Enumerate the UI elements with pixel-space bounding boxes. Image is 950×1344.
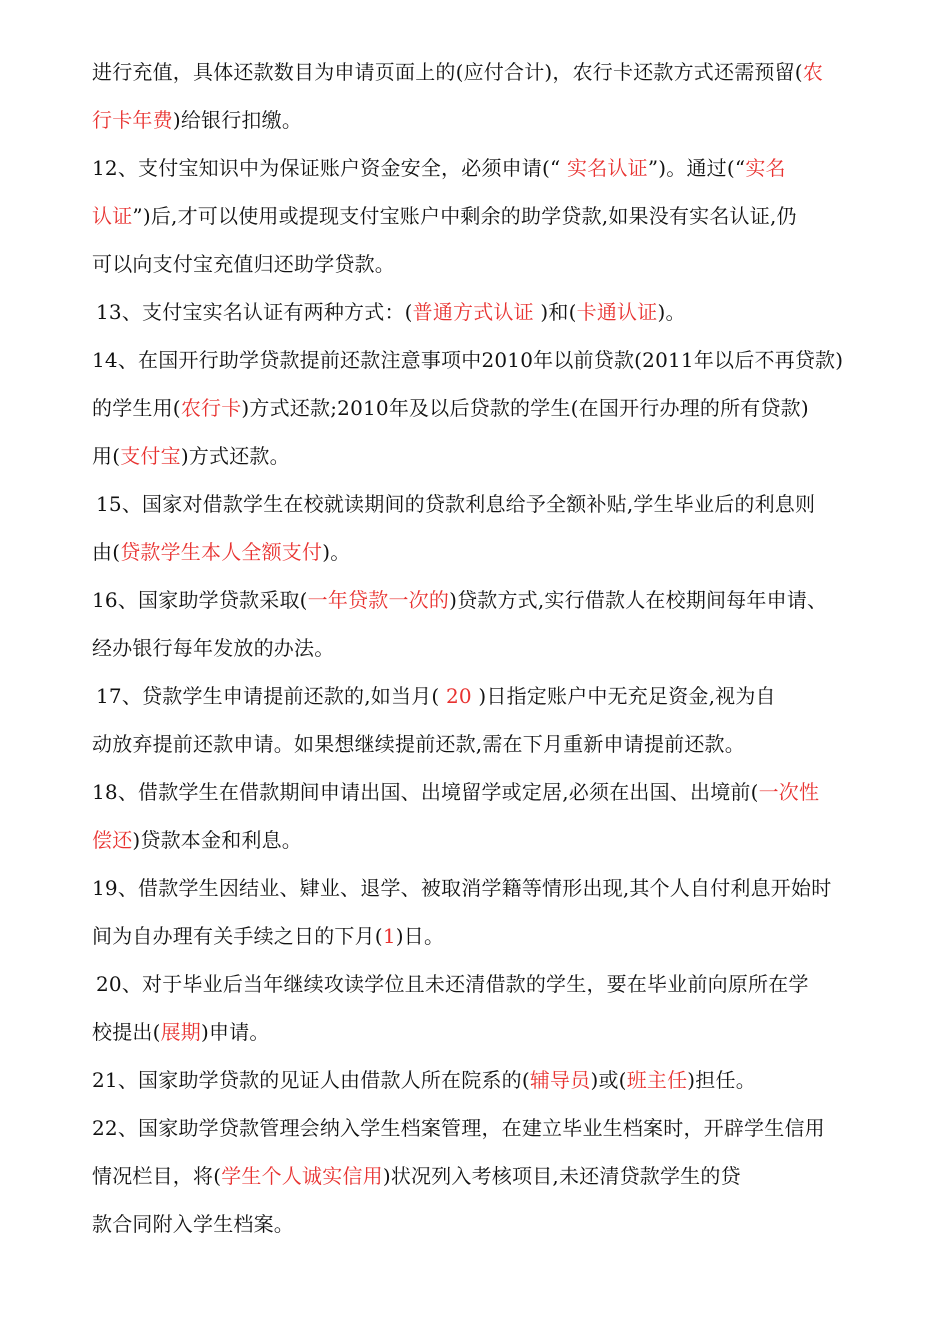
question-text: 15、国家对借款学生在校就读期间的贷款利息给予全额补贴,学生毕业后的利息则 — [96, 492, 816, 516]
text-line — [92, 346, 843, 374]
answer-text: 农行卡 — [180, 396, 242, 420]
question-text: 17、贷款学生申请提前还款的,如当月( — [96, 684, 446, 708]
question-text: 经办银行每年发放的办法。 — [92, 636, 335, 660]
question-text: )申请。 — [201, 1020, 270, 1044]
text-line — [92, 250, 395, 278]
text-line — [92, 826, 302, 854]
text-line — [92, 874, 831, 902]
text-line — [96, 970, 809, 998]
question-text: )贷款方式,实行借款人在校期间每年申请、 — [449, 588, 828, 612]
question-text: )日。 — [395, 924, 445, 948]
text-line — [92, 778, 819, 806]
answer-text: 实名认证 — [567, 156, 648, 180]
question-text: 间为自办理有关手续之日的下月( — [92, 924, 383, 948]
answer-text: 班主任 — [626, 1068, 688, 1092]
answer-text: 行卡年费 — [92, 108, 173, 132]
answer-text: 实名 — [745, 156, 786, 180]
question-text: )或( — [590, 1068, 627, 1092]
text-line — [92, 1162, 741, 1190]
question-text: 13、支付宝实名认证有两种方式：( — [96, 300, 413, 324]
answer-text: 20 — [445, 684, 472, 708]
question-text: )和( — [533, 300, 577, 324]
text-line — [92, 1114, 825, 1142]
question-text: 情况栏目，将( — [92, 1164, 222, 1188]
question-text: )贷款本金和利息。 — [132, 828, 303, 852]
text-line — [96, 298, 686, 326]
question-text: 用( — [92, 444, 121, 468]
answer-text: 支付宝 — [120, 444, 181, 468]
question-text: )日指定账户中无充足资金,视为自 — [471, 684, 776, 708]
question-text: )方式还款。 — [180, 444, 290, 468]
question-text: 可以向支付宝充值归还助学贷款。 — [92, 252, 395, 276]
text-line — [92, 1066, 756, 1094]
question-text: 的学生用( — [92, 396, 181, 420]
text-line — [92, 538, 350, 566]
answer-text: 卡通认证 — [576, 300, 658, 324]
question-text: 动放弃提前还款申请。如果想继续提前还款,需在下月重新申请提前还款。 — [92, 732, 745, 756]
text-line — [92, 1210, 294, 1238]
question-text: 14、在国开行助学贷款提前还款注意事项中2010年以前贷款(2011年以后不再贷款) — [92, 348, 844, 372]
question-text: )给银行扣缴。 — [172, 108, 303, 132]
question-text: 22、国家助学贷款管理会纳入学生档案管理，在建立毕业生档案时，开辟学生信用 — [92, 1116, 825, 1140]
answer-text: 农 — [802, 60, 824, 84]
text-line — [92, 730, 745, 758]
question-text: 18、借款学生在借款期间申请出国、出境留学或定居,必须在出国、出境前( — [92, 780, 759, 804]
answer-text: 一次性 — [758, 780, 820, 804]
text-line — [92, 394, 809, 422]
question-text: 16、国家助学贷款采取( — [92, 588, 308, 612]
question-text: 款合同附入学生档案。 — [92, 1212, 294, 1236]
text-line — [92, 586, 827, 614]
question-text: )状况列入考核项目,未还清贷款学生的贷 — [382, 1164, 741, 1188]
question-text: 12、支付宝知识中为保证账户资金安全，必须申请(“ — [92, 156, 568, 180]
answer-text: 普通方式认证 — [412, 300, 534, 324]
question-text: )。 — [657, 300, 686, 324]
question-text: 19、借款学生因结业、肄业、退学、被取消学籍等情形出现,其个人自付利息开始时 — [92, 876, 832, 900]
answer-text: 展期 — [160, 1020, 202, 1044]
question-text: )担任。 — [687, 1068, 756, 1092]
text-line — [92, 202, 797, 230]
answer-text: 贷款学生本人全额支付 — [120, 540, 323, 564]
question-text: 由( — [92, 540, 121, 564]
text-line — [92, 106, 302, 134]
text-line — [92, 922, 444, 950]
answer-text: 1 — [382, 924, 396, 948]
question-text: )方式还款;2010年及以后贷款的学生(在国开行办理的所有贷款) — [241, 396, 809, 420]
text-line — [92, 1018, 270, 1046]
text-line — [92, 634, 334, 662]
text-line — [96, 682, 776, 710]
question-text: )。 — [322, 540, 351, 564]
text-line — [92, 154, 786, 182]
question-text: 21、国家助学贷款的见证人由借款人所在院系的( — [92, 1068, 530, 1092]
text-line — [96, 490, 815, 518]
answer-text: 辅导员 — [529, 1068, 591, 1092]
question-text: 进行充值，具体还款数目为申请页面上的(应付合计)，农行卡还款方式还需预留( — [92, 60, 803, 84]
answer-text: 一年贷款一次的 — [307, 588, 450, 612]
question-text: 校提出( — [92, 1020, 161, 1044]
text-line — [92, 58, 823, 86]
text-line — [92, 442, 290, 470]
answer-text: 偿还 — [92, 828, 133, 852]
question-text: ”)后,才可以使用或提现支付宝账户中剩余的助学贷款,如果没有实名认证,仍 — [132, 204, 797, 228]
question-text: ”)。通过(“ — [647, 156, 746, 180]
answer-text: 认证 — [92, 204, 133, 228]
answer-text: 学生个人诚实信用 — [221, 1164, 383, 1188]
question-text: 20、对于毕业后当年继续攻读学位且未还清借款的学生，要在毕业前向原所在学 — [96, 972, 809, 996]
